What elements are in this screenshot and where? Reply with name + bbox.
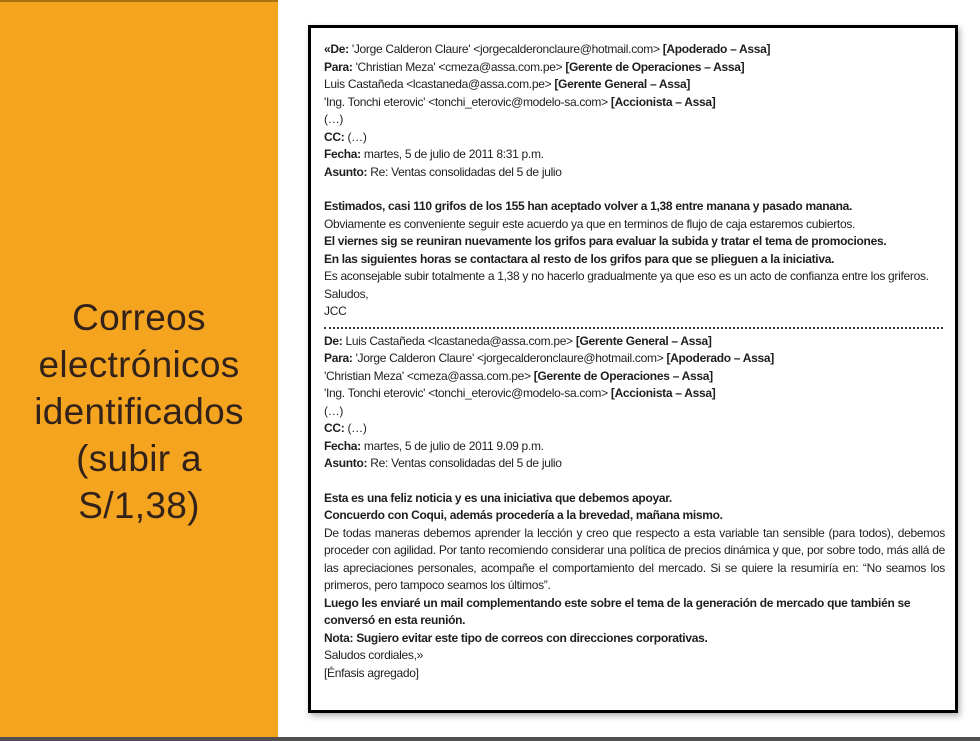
plain-text: Obviamente es conveniente seguir este acuerdo ya que en terminos de flujo de caja estaremos cubiertos. [324,216,856,231]
email-header-line [324,403,945,421]
emphasis-text: Fecha: [324,147,361,161]
emphasis-text: CC: [324,129,345,144]
emphasis-text: De: [324,333,343,348]
email-header-line [324,333,945,351]
emphasis-text: Estimados, casi 110 grifos de los 155 han aceptado volver a 1,38 entre manana y pasado manana. [324,199,853,213]
email-body-line [324,198,945,216]
emphasis-text: «De: [324,42,349,56]
emphasis-text: Asunto: [324,164,368,179]
plain-text: Re: Ventas consolidadas del 5 de julio [367,456,562,470]
plain-text: martes, 5 de julio de 2011 8:31 p.m. [360,147,544,161]
email-header-line [324,455,945,473]
email-body-line [324,595,945,630]
email-header-line [324,420,945,438]
bottom-border-bar [0,737,980,741]
plain-text: 'Ing. Tonchi eterovic' <tonchi_eterovic@modelo-sa.com> [324,94,611,109]
email-header-line [324,59,945,77]
email-body-line [324,251,945,269]
plain-text: Luis Castañeda <lcastaneda@assa.com.pe> [324,77,555,91]
email-body-line [324,303,945,321]
emphasis-text: Asunto: [324,456,368,470]
plain-text: 'Jorge Calderon Claure' <jorgecalderonclaure@hotmail.com> [352,351,667,365]
plain-text: Saludos cordiales,» [324,648,424,662]
emphasis-text: [Gerente de Operaciones – Assa] [533,368,713,383]
emphasis-text: Concuerdo con Coqui, además procedería a la brevedad, mañana mismo. [324,508,723,522]
email-body-line [324,268,945,286]
email-block-2 [324,333,945,683]
email-header-line [324,76,945,94]
plain-text: martes, 5 de julio de 2011 9.09 p.m. [360,438,544,453]
email-body-line [324,216,945,234]
plain-text: Luis Castañeda <lcastaneda@assa.com.pe> [342,333,576,348]
plain-text: 'Christian Meza' <cmeza@assa.com.pe> [352,59,566,74]
email-body [324,198,945,321]
email-body [324,490,945,683]
email-block-1 [324,41,945,321]
email-header-line [324,368,945,386]
emphasis-text: En las siguientes horas se contactara al resto de los grifos para que se plieguen a la iniciativa. [324,251,835,266]
plain-text: (…) [344,129,367,144]
emphasis-text: [Gerente General – Assa] [554,77,691,91]
emphasis-text: [Apoderado – Assa] [666,351,774,365]
emphasis-text: Luego les enviaré un mail complementando este sobre el tema de la generación de mercado que también se conversó en esta reunión. [324,595,911,627]
email-header-line [324,438,945,456]
plain-text: 'Jorge Calderon Claure' <jorgecalderonclaure@hotmail.com> [348,42,663,56]
emphasis-text: [Apoderado – Assa] [662,42,771,56]
emphasis-text: Nota: Sugiero evitar este tipo de correos con direcciones corporativas. [324,630,708,645]
sidebar-panel [0,0,278,737]
emphasis-text: [Gerente General – Assa] [575,333,712,348]
email-header [324,333,945,473]
slide-title [0,294,278,529]
email-body-line [324,286,945,304]
emphasis-text: Fecha: [324,438,361,453]
email-body-line [324,525,945,595]
email-body-line [324,490,945,508]
slide-title-line: Correos [72,297,206,338]
emphasis-text: Para: [324,59,353,74]
plain-text: (…) [324,403,344,418]
email-body-line [324,630,945,648]
email-document-box [308,25,958,713]
plain-text: 'Christian Meza' <cmeza@assa.com.pe> [324,368,534,383]
plain-text: (…) [344,421,367,435]
email-header-line [324,94,945,112]
email-separator-dotted-line [324,327,943,329]
emphasis-text: CC: [324,421,345,435]
email-header [324,41,945,181]
slide-title-line: identificados [34,391,244,432]
emphasis-text: El viernes sig se reuniran nuevamente los grifos para evaluar la subida y tratar el tema de promociones. [324,234,887,248]
emphasis-text: Esta es una feliz noticia y es una iniciativa que debemos apoyar. [324,490,672,505]
emphasis-text: [Gerente de Operaciones – Assa] [565,59,745,74]
email-header-line [324,146,945,164]
emphasis-text: Para: [324,351,353,365]
email-header-line [324,385,945,403]
plain-text: (…) [324,112,344,126]
slide-title-line: (subir a [76,438,202,479]
email-body-line [324,647,945,665]
email-header-line [324,350,945,368]
email-header-line [324,111,945,129]
slide-title-line: electrónicos [38,344,240,385]
email-header-line [324,164,945,182]
email-body-line [324,507,945,525]
plain-text: 'Ing. Tonchi eterovic' <tonchi_eterovic@modelo-sa.com> [324,386,611,400]
slide-title-line: S/1,38) [78,485,200,526]
email-body-line [324,233,945,251]
plain-text: JCC [324,304,347,318]
email-header-line [324,129,945,147]
email-header-line [324,41,945,59]
email-body-line [324,665,945,683]
plain-text: Es aconsejable subir totalmente a 1,38 y no hacerlo gradualmente ya que eso es un acto de confianza entre los griferos. [324,269,929,283]
emphasis-text: [Accionista – Assa] [610,94,716,109]
plain-text: Re: Ventas consolidadas del 5 de julio [367,164,562,179]
emphasis-text: [Accionista – Assa] [610,386,716,400]
plain-text: Saludos, [324,286,369,301]
plain-text: [Énfasis agregado] [324,665,419,680]
plain-text: De todas maneras debemos aprender la lección y creo que respecto a esta variable tan sensible (para todos), debemos proceder con agilidad. Por tanto recomiendo considerar una política de precios dinámica y que, por sobre todo, más allá de las apreciaciones personales, acompañe el comportamiento del mercado. Si se quiere la resumiría en: “No seamos los primeros, pero tampoco seamos los últimos”. [324,525,945,592]
